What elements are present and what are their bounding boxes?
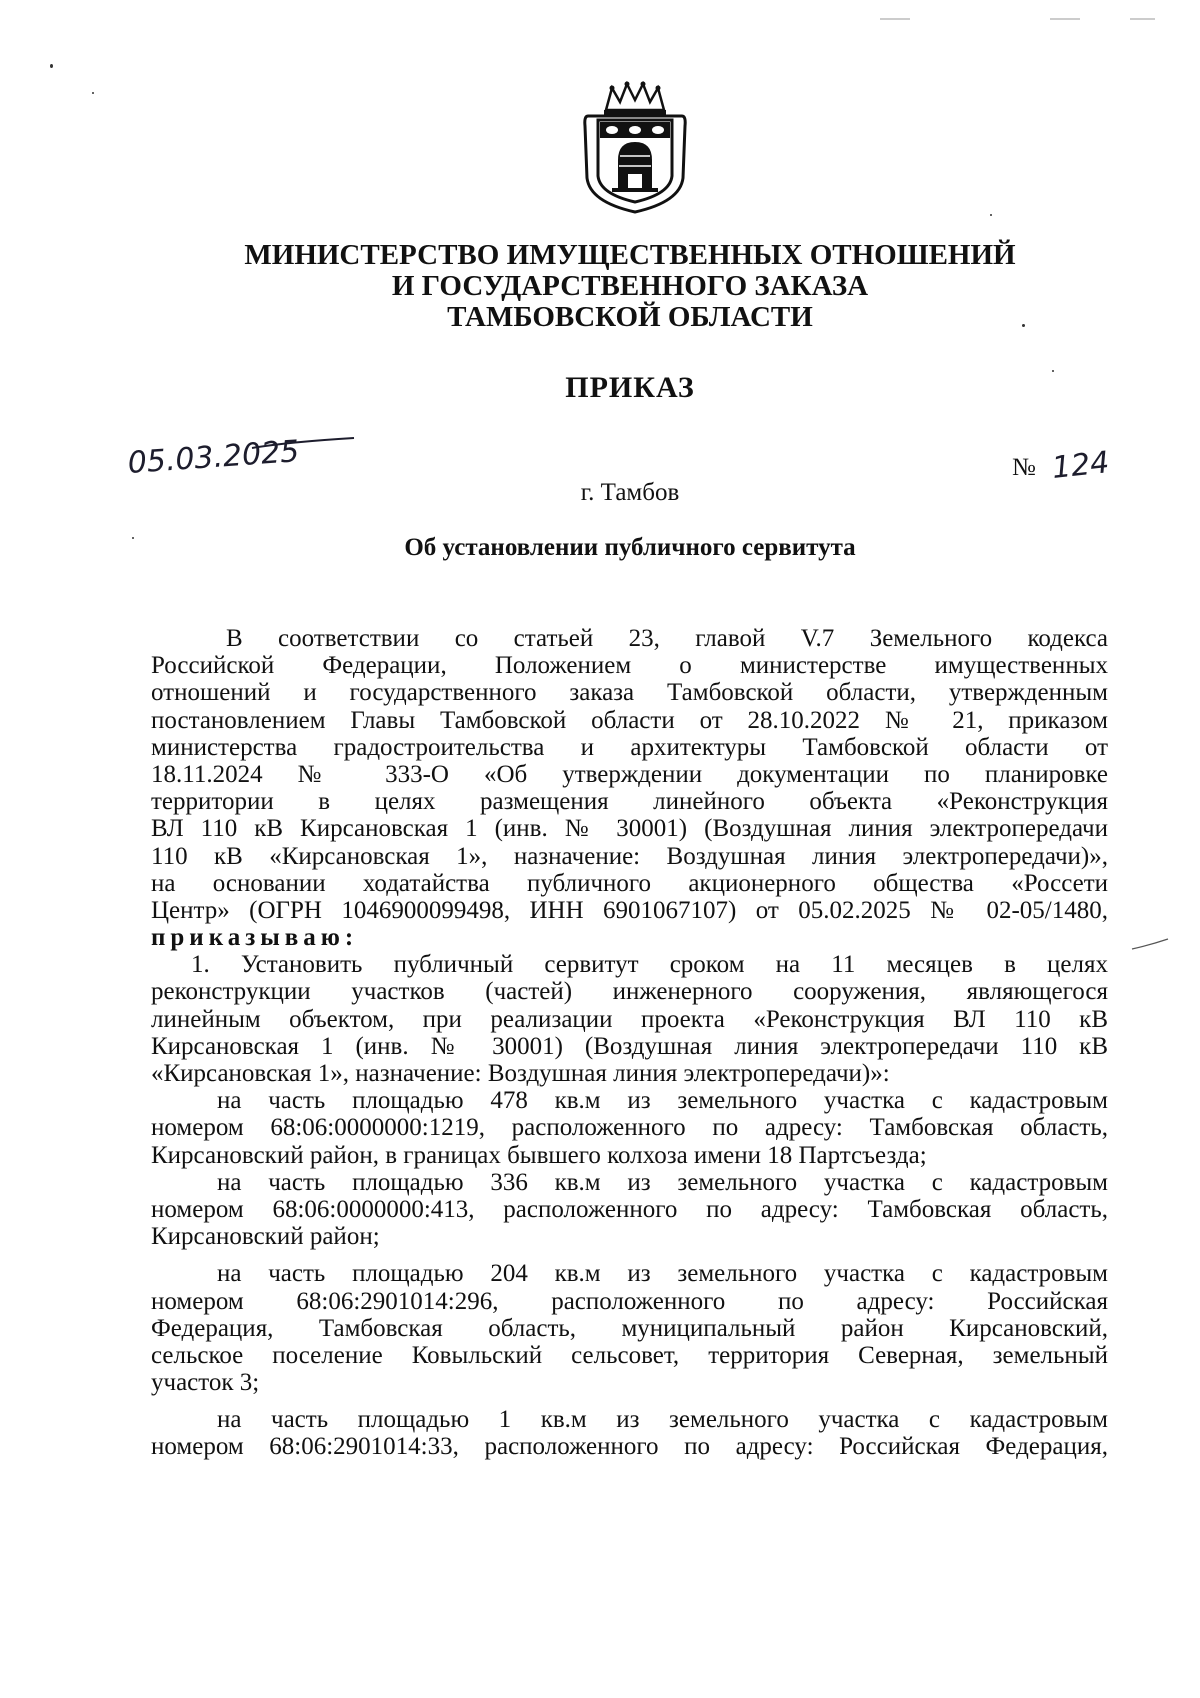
plot-1-paragraph [151, 1087, 1108, 1169]
text-line: на основании ходатайства публичного акционерного общества «Россети [151, 869, 1108, 897]
date-underline-stroke [248, 436, 358, 456]
ministry-line: ТАМБОВСКОЙ ОБЛАСТИ [447, 301, 813, 333]
text-line: Кирсановская 1 (инв. № 30001) (Воздушная линия электропередачи 110 кВ [151, 1032, 1108, 1060]
text-line: министерства градостроительства и архитектуры Тамбовской области от [151, 733, 1108, 761]
text-line: участок 3; [151, 1369, 260, 1397]
handwritten-number: 124 [1050, 445, 1112, 486]
text-line: территории в целях размещения линейного объекта «Реконструкция [151, 788, 1108, 816]
preamble-paragraph [151, 625, 1108, 951]
item-1-paragraph [151, 951, 1108, 1087]
text-line: 110 кВ «Кирсановская 1», назначение: Воздушная линия электропередачи)», [151, 842, 1108, 870]
text-line: Кирсановский район; [151, 1223, 380, 1251]
ministry-name [150, 240, 1110, 333]
ministry-line: И ГОСУДАРСТВЕННОГО ЗАКАЗА [391, 270, 869, 302]
number-sign: № [1012, 454, 1036, 481]
text-line: отношений и государственного заказа Тамбовской области, утвержденным [151, 679, 1108, 707]
order-number [1012, 445, 1112, 486]
scan-speck [92, 92, 94, 94]
text-line: номером 68:06:0000000:413, расположенного по адресу: Тамбовская область, [151, 1195, 1108, 1223]
order-word: приказываю: [151, 924, 359, 952]
order-title: ПРИКАЗ [565, 371, 695, 404]
scan-speck [50, 64, 53, 68]
text-line: реконструкции участков (частей) инженерного сооружения, являющегося [151, 978, 1108, 1006]
paragraph-gap [151, 1250, 1108, 1260]
text-line: ВЛ 110 кВ Кирсановская 1 (инв. № 30001) (Воздушная линия электропередачи [151, 815, 1108, 843]
paragraph-gap [151, 1396, 1108, 1406]
plot-3-paragraph [151, 1260, 1108, 1396]
order-body [151, 625, 1108, 1461]
text-line: номером 68:06:0000000:1219, расположенного по адресу: Тамбовская область, [151, 1114, 1108, 1142]
text-line: на часть площадью 1 кв.м из земельного участка с кадастровым [217, 1406, 1108, 1434]
scan-speck [1052, 370, 1054, 372]
order-word-line [151, 924, 1108, 951]
order-subject: Об установлении публичного сервитута [404, 534, 856, 561]
text-line: Кирсановский район, в границах бывшего колхоза имени 18 Партсъезда; [151, 1141, 927, 1169]
city: г. Тамбов [580, 479, 680, 506]
text-line: на часть площадью 336 кв.м из земельного участка с кадастровым [217, 1168, 1108, 1196]
ministry-line: МИНИСТЕРСТВО ИМУЩЕСТВЕННЫХ ОТНОШЕНИЙ [244, 239, 1016, 271]
text-line: 18.11.2024 № 333-О «Об утверждении документации по планировке [151, 760, 1108, 788]
scan-speck [132, 537, 134, 539]
text-line: постановлением Главы Тамбовской области от 28.10.2022 № 21, приказом [151, 706, 1108, 734]
tambov-region-coat-of-arms-icon [582, 80, 688, 214]
scan-speck [990, 214, 992, 216]
plot-2-paragraph [151, 1169, 1108, 1251]
text-line: номером 68:06:2901014:33, расположенного по адресу: Российская Федерация, [151, 1433, 1108, 1461]
scan-speck [1022, 324, 1025, 327]
scan-stroke [1130, 935, 1170, 955]
text-line: линейным объектом, при реализации проекта «Реконструкция ВЛ 110 кВ [151, 1005, 1108, 1033]
text-line: на часть площадью 478 кв.м из земельного участка с кадастровым [217, 1087, 1108, 1115]
text-line: Российской Федерации, Положением о министерстве имущественных [151, 652, 1108, 680]
text-line: «Кирсановская 1», назначение: Воздушная линия электропередачи)»: [151, 1060, 890, 1087]
text-line: Центр» (ОГРН 1046900099498, ИНН 6901067107) от 05.02.2025 № 02-05/1480, [151, 896, 1108, 924]
text-line: В соответствии со статьей 23, главой V.7 Земельного кодекса [226, 625, 1108, 652]
text-line: Федерация, Тамбовская область, муниципальный район Кирсановский, [151, 1314, 1108, 1342]
handwritten-date: 05.03.2025 [126, 434, 301, 481]
plot-4-paragraph [151, 1406, 1108, 1460]
text-line: 1. Установить публичный сервитут сроком на 11 месяцев в целях [191, 951, 1108, 979]
text-line: сельское поселение Ковыльский сельсовет, территория Северная, земельный [151, 1341, 1108, 1369]
scan-dashes [880, 14, 1160, 24]
text-line: на часть площадью 204 кв.м из земельного участка с кадастровым [217, 1260, 1108, 1288]
text-line: номером 68:06:2901014:296, расположенного по адресу: Российская [151, 1287, 1108, 1315]
